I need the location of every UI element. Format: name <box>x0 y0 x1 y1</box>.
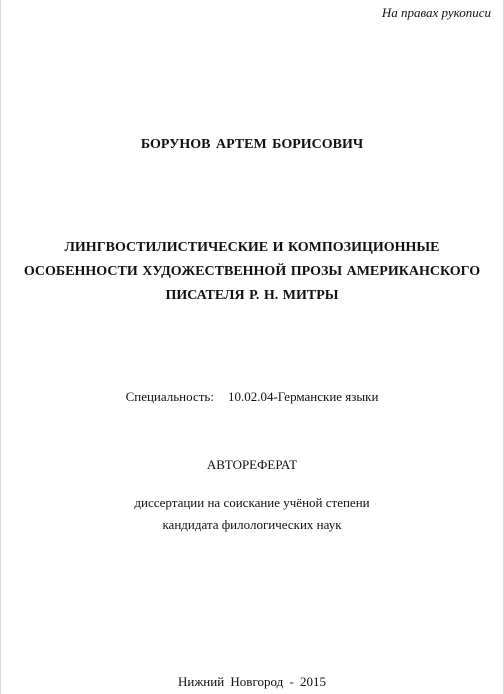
city-year: Нижний Новгород - 2015 <box>177 674 327 689</box>
specialty-line <box>1 389 503 405</box>
degree-purpose <box>1 492 503 536</box>
title-line-3: ПИСАТЕЛЯ Р. Н. МИТРЫ <box>165 288 339 303</box>
rights-note: На правах рукописи <box>381 5 491 20</box>
specialty-value: 10.02.04-Германские языки <box>227 389 379 404</box>
dissertation-title <box>1 236 503 308</box>
title-line-2: ОСОБЕННОСТИ ХУДОЖЕСТВЕННОЙ ПРОЗЫ АМЕРИКАНСКОГО <box>23 264 481 279</box>
author-name: БОРУНОВ АРТЕМ БОРИСОВИЧ <box>140 137 364 152</box>
title-line-1: ЛИНГВОСТИЛИСТИЧЕСКИЕ И КОМПОЗИЦИОННЫЕ <box>64 240 440 255</box>
specialty-label: Специальность: <box>125 389 214 404</box>
document-type: АВТОРЕФЕРАТ <box>206 457 298 472</box>
purpose-line-1: диссертации на соискание учёной степени <box>134 495 370 510</box>
purpose-line-2: кандидата филологических наук <box>162 517 342 532</box>
